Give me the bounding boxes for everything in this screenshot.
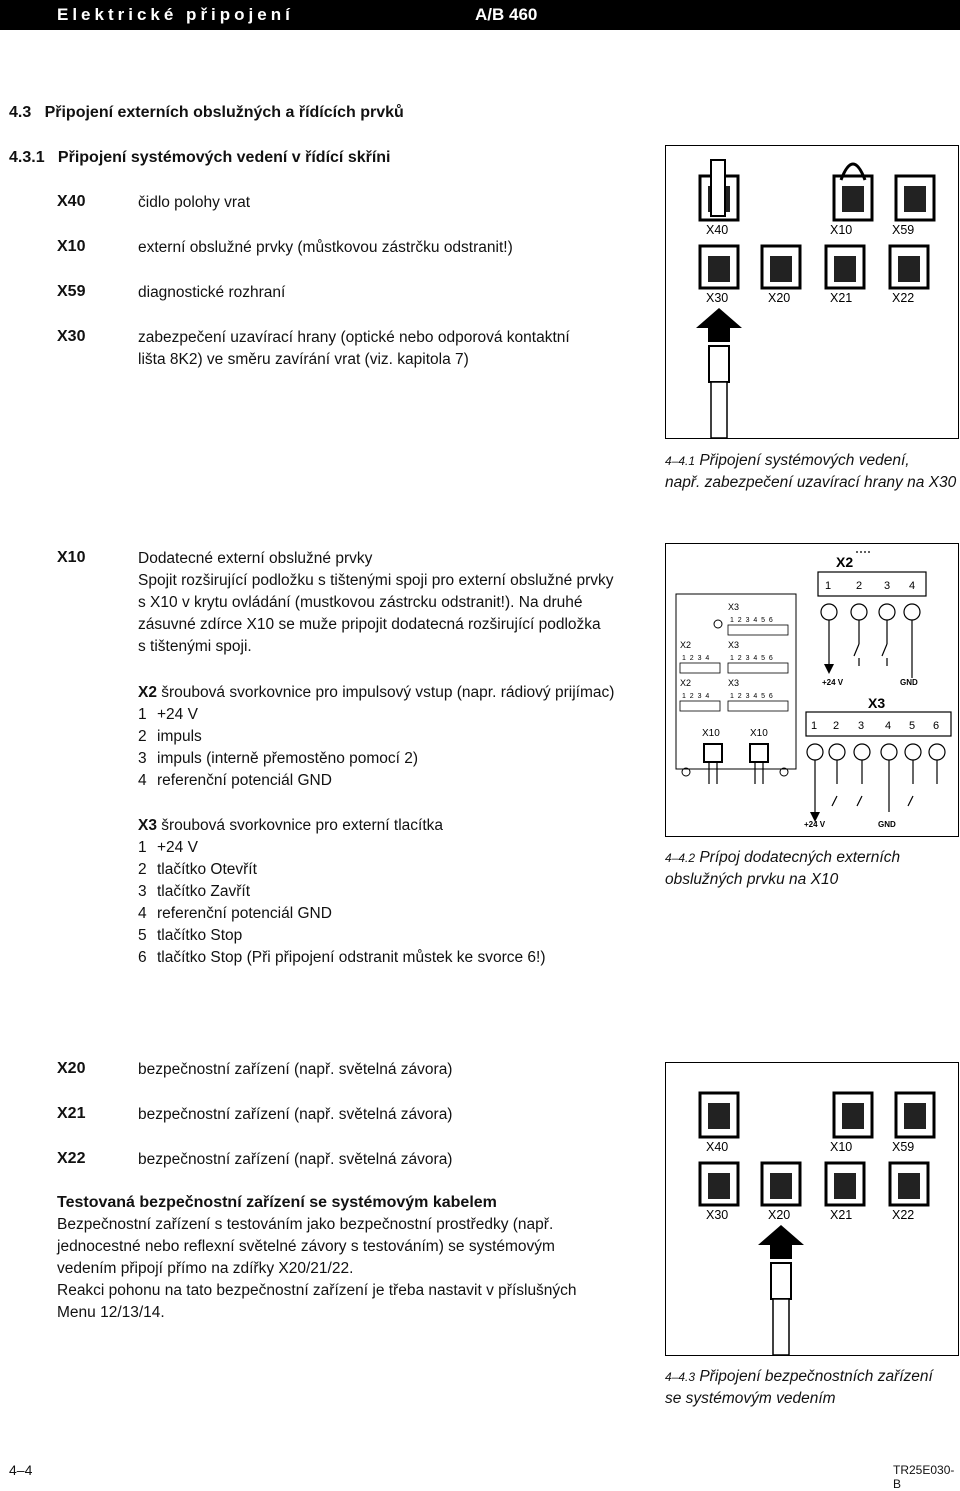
- x3-plus24-label: +24 V: [804, 820, 826, 829]
- document-code: TR25E030-B: [893, 1463, 955, 1491]
- x3-pin: 4: [885, 720, 892, 732]
- socket-diagram-2: [666, 1063, 958, 1355]
- x2-item-num: 3: [138, 750, 147, 767]
- connector-code-x59: X59: [57, 283, 86, 300]
- x3-item: [138, 837, 546, 859]
- board-x10-label: X10: [750, 728, 768, 739]
- tested-line: Bezpečnostní zařízení s testováním jako bezpečnostní prostředky (např.: [57, 1216, 554, 1233]
- figure3-caption-line1: Připojení bezpečnostních zařízení: [699, 1368, 933, 1385]
- terminal-diagram: [666, 544, 958, 836]
- fig1-bottom-x20: X20: [768, 291, 791, 305]
- fig3-bottom-x21: X21: [830, 1208, 853, 1222]
- connector-desc-x40: čidlo polohy vrat: [138, 194, 251, 211]
- x3-pin: 6: [933, 720, 940, 732]
- section-heading: 4.3 Připojení externích obslužných a řídících prvků: [9, 104, 404, 121]
- x3-item: [138, 947, 546, 969]
- connector-desc-x22: bezpečnostní zařízení (např. světelná závora): [138, 1151, 453, 1168]
- figure1-caption: [665, 450, 956, 493]
- tested-line: jednocestné nebo reflexní světelné závory s testováním) se systémovým: [57, 1238, 555, 1255]
- x3-item-num: 6: [138, 949, 147, 966]
- x2-pin: 2: [856, 580, 863, 592]
- x3-item-num: 4: [138, 905, 147, 922]
- fig1-bottom-x22: X22: [892, 291, 915, 305]
- x2-pin: 1: [825, 580, 832, 592]
- x2-title-text: šroubová svorkovnice pro impulsový vstup (napr. rádiový prijímac): [156, 684, 615, 701]
- figure2-caption-number: 4–4.2: [665, 851, 696, 865]
- fig3-top-x40: X40: [706, 1140, 729, 1154]
- socket-diagram-1: [666, 146, 958, 438]
- connector-code-x40: X40: [57, 193, 86, 210]
- tested-line: vedením připojí přímo na zdířky X20/21/22.: [57, 1260, 354, 1277]
- x3-item-text: referenční potenciál GND: [157, 905, 332, 922]
- tested-line: Menu 12/13/14.: [57, 1304, 165, 1321]
- connector-code-x22: X22: [57, 1150, 86, 1167]
- x2-item: [138, 748, 614, 770]
- x3-block: [138, 815, 546, 969]
- board-x3-label: X3: [728, 640, 740, 650]
- x10-line: Dodatecné externí obslužné prvky: [138, 550, 373, 567]
- fig1-top-x10: X10: [830, 223, 853, 237]
- x3-item-num: 5: [138, 927, 147, 944]
- x10-line: s X10 v krytu ovládání (mustkovou zástrcku odstranit!). Na druhé: [138, 594, 583, 611]
- figure3-caption: [665, 1366, 933, 1409]
- board-pins4: 1 2 3 4: [682, 693, 710, 700]
- figure3-caption-number: 4–4.3: [665, 1370, 696, 1384]
- board-x2-label: X2: [680, 678, 692, 688]
- x3-title: [138, 815, 546, 837]
- x2-pin: 4: [909, 580, 916, 592]
- x3-item-num: 3: [138, 883, 147, 900]
- x3-item-text: tlačítko Zavřít: [157, 883, 251, 900]
- fig3-bottom-x20: X20: [768, 1208, 791, 1222]
- connector-code-x10: X10: [57, 238, 86, 255]
- header-model: A/B 460: [475, 5, 538, 24]
- fig1-top-x59: X59: [892, 223, 915, 237]
- board-pins4: 1 2 3 4: [682, 655, 710, 662]
- x2-item: [138, 704, 614, 726]
- board-x3-label: X3: [728, 678, 740, 688]
- x3-item: [138, 903, 546, 925]
- x3-item-num: 2: [138, 861, 147, 878]
- figure3-caption-line2: se systémovým vedením: [665, 1390, 836, 1407]
- connector-desc-x30-line1: zabezpečení uzavírací hrany (optické nebo odporová kontaktní: [138, 329, 570, 346]
- connector-code-x20: X20: [57, 1060, 86, 1077]
- board-x10-label: X10: [702, 728, 720, 739]
- board-pins6: 1 2 3 4 5 6: [730, 617, 773, 624]
- figure1-caption-line2: např. zabezpečení uzavírací hrany na X30: [665, 474, 957, 491]
- section-subheading: 4.3.1 Připojení systémových vedení v řídící skříni: [9, 149, 391, 166]
- tested-line: Reakci pohonu na tato bezpečnostní zařízení je třeba nastavit v příslušných: [57, 1282, 577, 1299]
- connector-desc-x10: externí obslužné prvky (můstkovou zástrčku odstranit!): [138, 239, 513, 256]
- x3-title-text: šroubová svorkovnice pro externí tlacítka: [156, 817, 443, 834]
- figure2-caption-line2: obslužných prvku na X10: [665, 871, 839, 888]
- fig3-bottom-x22: X22: [892, 1208, 915, 1222]
- x3-pin: 5: [909, 720, 916, 732]
- fig1-bottom-x30: X30: [706, 291, 729, 305]
- x3-pin: 3: [858, 720, 865, 732]
- x10-line: zásuvné zdírce X10 se muže pripojit dodatecná rozširující podložka: [138, 616, 601, 633]
- x2-item-text: impuls: [157, 728, 202, 745]
- connector-code-x30: X30: [57, 328, 86, 345]
- connector-desc-x59: diagnostické rozhraní: [138, 284, 286, 301]
- x10-line: s tištenými spoji.: [138, 638, 252, 655]
- x3-item-text: tlačítko Stop: [157, 927, 243, 944]
- fig1-top-x40: X40: [706, 223, 729, 237]
- x3-item-text: tlačítko Otevřít: [157, 861, 257, 878]
- board-x2-label: X2: [680, 640, 692, 650]
- tested-title: Testovaná bezpečnostní zařízení se systémovým kabelem: [57, 1194, 497, 1211]
- x3-item: [138, 925, 546, 947]
- figure-system-connections: [665, 145, 959, 439]
- tested-text: [57, 1214, 577, 1324]
- x2-item-num: 4: [138, 772, 147, 789]
- x3-gnd-label: GND: [878, 820, 896, 829]
- board-pins6: 1 2 3 4 5 6: [730, 693, 773, 700]
- x2-block: [138, 682, 614, 792]
- fig3-top-x59: X59: [892, 1140, 915, 1154]
- x3-item-text: +24 V: [157, 839, 198, 856]
- x3-title-code: X3: [138, 817, 157, 834]
- connector-desc-x20: bezpečnostní zařízení (např. světelná závora): [138, 1061, 453, 1078]
- header-title: Elektrické připojení: [57, 5, 294, 24]
- x2-pin: 3: [884, 580, 891, 592]
- fig1-bottom-x21: X21: [830, 291, 853, 305]
- figure2-caption: [665, 847, 900, 890]
- page-header: [0, 0, 960, 30]
- x2-item-text: +24 V: [157, 706, 198, 723]
- fig3-top-x10: X10: [830, 1140, 853, 1154]
- x3-item: [138, 859, 546, 881]
- figure1-caption-number: 4–4.1: [665, 454, 696, 468]
- x3-pin: 1: [811, 720, 818, 732]
- x2-item: [138, 726, 614, 748]
- x2-item-num: 2: [138, 728, 147, 745]
- connector-desc-x21: bezpečnostní zařízení (např. světelná závora): [138, 1106, 453, 1123]
- x2-terminal-label: X2: [836, 554, 854, 570]
- x10-line: Spojit rozširující podložku s tištenými spoji pro externí obslužné prvky: [138, 572, 614, 589]
- board-pins6: 1 2 3 4 5 6: [730, 655, 773, 662]
- x2-title-code: X2: [138, 684, 157, 701]
- page-number: 4–4: [9, 1462, 33, 1478]
- figure-safety-devices: [665, 1062, 959, 1356]
- fig3-bottom-x30: X30: [706, 1208, 729, 1222]
- figure1-caption-line1: Připojení systémových vedení,: [699, 452, 910, 469]
- board-x3-label: X3: [728, 602, 740, 612]
- x2-item: [138, 770, 614, 792]
- x10-block-text: [138, 548, 614, 658]
- connector-desc-x30-line2: lišta 8K2) ve směru zavírání vrat (viz. kapitola 7): [138, 351, 469, 368]
- figure2-caption-line1: Prípoj dodatecných externích: [699, 849, 901, 866]
- x3-item-num: 1: [138, 839, 147, 856]
- x2-item-text: referenční potenciál GND: [157, 772, 332, 789]
- connector-code-x21: X21: [57, 1105, 86, 1122]
- x3-item-text: tlačítko Stop (Při připojení odstranit můstek ke svorce 6!): [157, 949, 546, 966]
- x10-block-code: X10: [57, 549, 86, 566]
- x2-plus24-label: +24 V: [822, 678, 844, 687]
- x3-item: [138, 881, 546, 903]
- figure-additional-controls: [665, 543, 959, 837]
- x3-terminal-label: X3: [868, 695, 886, 711]
- x2-title: [138, 682, 614, 704]
- x3-pin: 2: [833, 720, 840, 732]
- x2-item-num: 1: [138, 706, 147, 723]
- x2-gnd-label: GND: [900, 678, 918, 687]
- x2-item-text: impuls (interně přemostěno pomocí 2): [157, 750, 419, 767]
